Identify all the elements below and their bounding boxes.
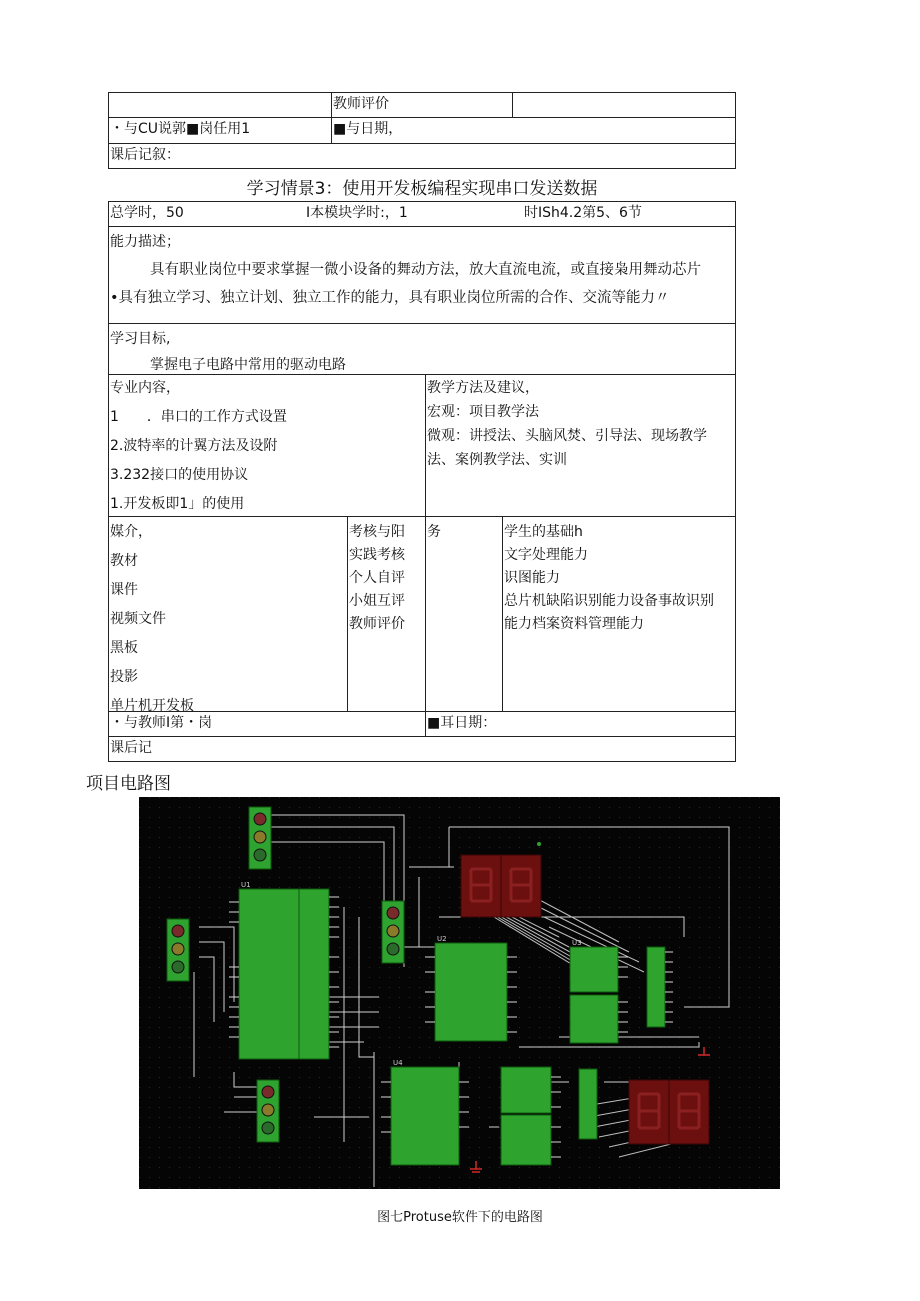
media-label: 媒介， — [110, 524, 152, 540]
time-slot: 时ISh4.2第5、6节 — [524, 205, 642, 221]
chip-u2-label: U2 — [437, 935, 447, 943]
chip-u2 — [425, 935, 517, 1041]
content-item: 1 ．串口的工作方式设置 — [110, 409, 287, 425]
top-table-cell — [109, 93, 332, 118]
media-item: 教材 — [110, 553, 138, 569]
media-cell — [109, 517, 348, 712]
basis-item: 能力档案资料管理能力 — [504, 616, 644, 632]
method-line: 微观：讲授法、头脑风焚、引导法、现场教学 — [427, 428, 707, 444]
hours-row — [109, 202, 736, 227]
method-cell — [426, 375, 736, 517]
ability-line: •具有独立学习、独立计划、独立工作的能力，具有职业岗位所需的合作、交流等能力〃 — [110, 290, 670, 306]
method-line: 宏观：项目教学法 — [427, 404, 539, 420]
main-table — [108, 201, 736, 762]
top-table-cell: ■与日期， — [332, 118, 736, 144]
media-item: 黑板 — [110, 640, 138, 656]
assessment-item: 实践考核 — [349, 547, 405, 563]
after-class-note: 课后记 — [109, 737, 736, 762]
ability-label: 能力描述； — [110, 234, 180, 250]
sign-left: ・与教师I第・岗 — [109, 712, 426, 737]
sign-right: ■耳日期： — [426, 712, 736, 737]
basis-item: 总片机缺陷识别能力设备事故识别 — [504, 593, 714, 609]
led-module-bottom — [257, 1080, 279, 1142]
task-text: 务 — [427, 524, 441, 540]
seven-segment-bottom — [629, 1080, 709, 1144]
chip-u4 — [381, 1059, 469, 1165]
resistor-array-bottom — [579, 1069, 597, 1139]
chip-u1-label: U1 — [241, 881, 251, 889]
seven-segment-top — [461, 855, 541, 917]
top-table-cell — [513, 93, 736, 118]
chip-u1 — [229, 881, 339, 1059]
basis-item: 学生的基础h — [504, 524, 583, 540]
assessment-item: 个人自评 — [349, 570, 405, 586]
assessment-item: 教师评价 — [349, 616, 405, 632]
media-item: 视频文件 — [110, 611, 166, 627]
assessment-cell — [348, 517, 426, 712]
content-label: 专业内容， — [110, 380, 180, 396]
content-item: 2.波特率的计翼方法及设附 — [110, 438, 278, 454]
top-table — [108, 92, 736, 169]
module-hours: I本模块学时:，1 — [306, 205, 408, 221]
led-module-right — [382, 901, 404, 963]
content-cell — [109, 375, 426, 517]
goal-text: 掌握电子电路中常用的驱动电路 — [150, 357, 346, 373]
goal-cell — [109, 324, 736, 375]
media-item: 单片机开发板 — [110, 698, 194, 711]
section-title: 项目电路图 — [86, 774, 171, 794]
method-label: 教学方法及建议， — [427, 380, 539, 396]
content-item: 3.232接口的使用协议 — [110, 467, 249, 483]
top-table-cell: ・与CU说郭■岗任用1 — [109, 118, 332, 144]
led-module-top — [249, 807, 271, 869]
total-hours: 总学时，50 — [110, 205, 184, 221]
chip-u4-label: U4 — [393, 1059, 403, 1067]
page-heading: 学习情景3：使用开发板编程实现串口发送数据 — [246, 179, 598, 199]
content-item: 1.开发板即1」的使用 — [110, 496, 245, 512]
circuit-svg — [139, 797, 780, 1189]
assessment-item: 小姐互评 — [349, 593, 405, 609]
figure-caption: 图七Protuse软件下的电路图 — [377, 1210, 543, 1225]
goal-label: 学习目标, — [110, 331, 171, 347]
connector-dot — [537, 842, 541, 846]
assessment-item: 考核与阳 — [349, 524, 405, 540]
method-line: 法、案例教学法、实训 — [427, 452, 567, 468]
basis-cell — [503, 517, 736, 712]
media-item: 投影 — [110, 669, 138, 685]
ability-line: 具有职业岗位中要求掌握一微小设备的舞动方法，放大直流电流，或直接枭用舞动芯片 — [150, 262, 701, 278]
top-table-cell: 教师评价 — [332, 93, 513, 118]
chip-u3-label: U3 — [572, 939, 582, 947]
circuit-diagram — [139, 797, 780, 1189]
media-item: 课件 — [110, 582, 138, 598]
basis-item: 识图能力 — [504, 570, 560, 586]
after-class-record: 课后记叙： — [109, 144, 736, 169]
basis-item: 文字处理能力 — [504, 547, 588, 563]
led-module-left — [167, 919, 189, 981]
task-cell — [426, 517, 503, 712]
ability-cell — [109, 227, 736, 324]
